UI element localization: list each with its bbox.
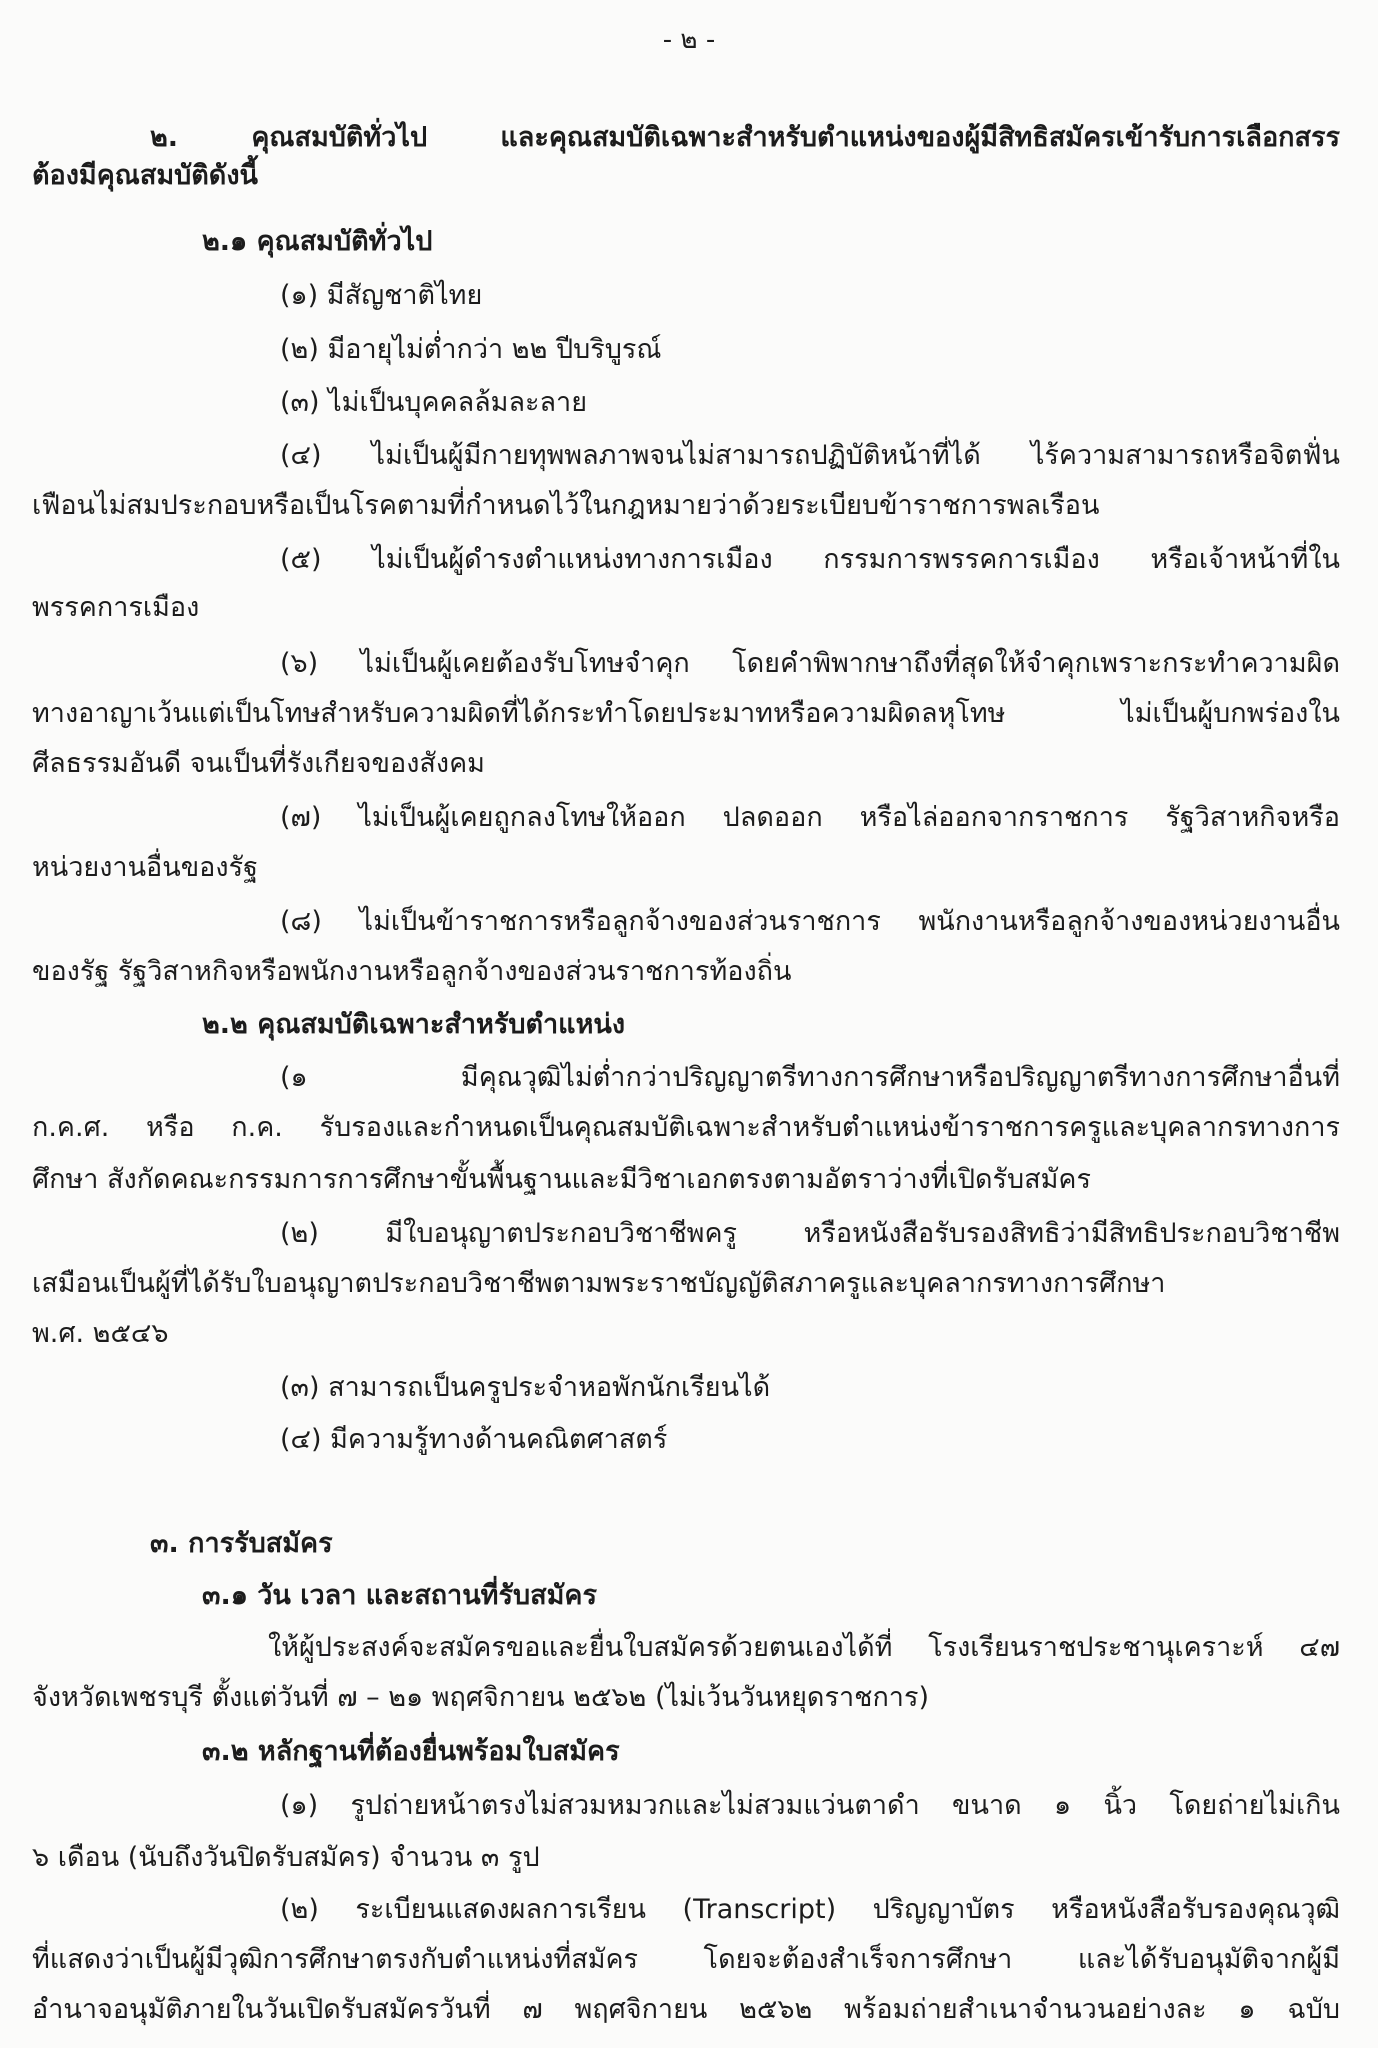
document-item-2-line-3: อำนาจอนุมัติภายในวันเปิดรับสมัครวันที่ ๗ พฤศจิกายน ๒๕๖๒ พร้อมถ่ายสำเนาจำนวนอย่างละ ๑ ฉบับ: [32, 1994, 1340, 2025]
subsection-2-2-title: ๒.๒ คุณสมบัติเฉพาะสำหรับตำแหน่ง: [202, 1009, 626, 1040]
subsection-2-1-title: ๒.๑ คุณสมบัติทั่วไป: [202, 226, 433, 257]
qualification-item-2: (๒) มีอายุไม่ต่ำกว่า ๒๒ ปีบริบูรณ์: [280, 334, 662, 365]
specific-item-4: (๔) มีความรู้ทางด้านคณิตศาสตร์: [280, 1424, 668, 1455]
specific-item-1-line-2: ก.ค.ศ. หรือ ก.ค. รับรองและกำหนดเป็นคุณสมบัติเฉพาะสำหรับตำแหน่งข้าราชการครูและบุคลากรทางการ: [32, 1112, 1340, 1143]
document-item-2-line-2: ที่แสดงว่าเป็นผู้มีวุฒิการศึกษาตรงกับตำแหน่งที่สมัคร โดยจะต้องสำเร็จการศึกษา และได้รับอนุมัติจากผู้มี: [32, 1944, 1340, 1975]
application-place-line-1: ให้ผู้ประสงค์จะสมัครขอและยื่นใบสมัครด้วยตนเองได้ที่ โรงเรียนราชประชานุเคราะห์ ๔๗: [268, 1632, 1340, 1663]
qualification-item-3: (๓) ไม่เป็นบุคคลล้มละลาย: [280, 387, 588, 418]
qualification-item-5-line-1: (๕) ไม่เป็นผู้ดำรงตำแหน่งทางการเมือง กรรมการพรรคการเมือง หรือเจ้าหน้าที่ใน: [280, 544, 1340, 575]
specific-item-1-line-3: ศึกษา สังกัดคณะกรรมการการศึกษาขั้นพื้นฐานและมีวิชาเอกตรงตามอัตราว่างที่เปิดรับสมัคร: [32, 1164, 1091, 1195]
qualification-item-6-line-2: ทางอาญาเว้นแต่เป็นโทษสำหรับความผิดที่ได้กระทำโดยประมาทหรือความผิดลหุโทษ ไม่เป็นผู้บกพร่องใน: [32, 698, 1340, 729]
qualification-item-6-line-3: ศีลธรรมอันดี จนเป็นที่รังเกียจของสังคม: [32, 748, 485, 779]
section-2-heading-line-2: ต้องมีคุณสมบัติดังนี้: [32, 160, 258, 191]
subsection-3-2-title: ๓.๒ หลักฐานที่ต้องยื่นพร้อมใบสมัคร: [202, 1736, 620, 1767]
specific-item-2-line-3: พ.ศ. ๒๕๔๖: [32, 1318, 169, 1349]
document-item-1-line-1: (๑) รูปถ่ายหน้าตรงไม่สวมหมวกและไม่สวมแว่นตาดำ ขนาด ๑ นิ้ว โดยถ่ายไม่เกิน: [280, 1790, 1340, 1821]
qualification-item-7-line-1: (๗) ไม่เป็นผู้เคยถูกลงโทษให้ออก ปลดออก หรือไล่ออกจากราชการ รัฐวิสาหกิจหรือ: [280, 802, 1340, 833]
specific-item-2-line-1: (๒) มีใบอนุญาตประกอบวิชาชีพครู หรือหนังสือรับรองสิทธิว่ามีสิทธิประกอบวิชาชีพ: [280, 1218, 1340, 1249]
subsection-3-1-title: ๓.๑ วัน เวลา และสถานที่รับสมัคร: [202, 1580, 597, 1611]
qualification-item-5-line-2: พรรคการเมือง: [32, 592, 200, 623]
qualification-item-4-line-2: เฟือนไม่สมประกอบหรือเป็นโรคตามที่กำหนดไว้ในกฎหมายว่าด้วยระเบียบข้าราชการพลเรือน: [32, 490, 1100, 521]
specific-item-3: (๓) สามารถเป็นครูประจำหอพักนักเรียนได้: [280, 1372, 771, 1403]
specific-item-2-line-2: เสมือนเป็นผู้ที่ได้รับใบอนุญาตประกอบวิชาชีพตามพระราชบัญญัติสภาครูและบุคลากรทางการศึกษา: [32, 1268, 1166, 1299]
page-number: - ๒ -: [662, 25, 716, 55]
qualification-item-8-line-1: (๘) ไม่เป็นข้าราชการหรือลูกจ้างของส่วนราชการ พนักงานหรือลูกจ้างของหน่วยงานอื่น: [280, 906, 1340, 937]
qualification-item-8-line-2: ของรัฐ รัฐวิสาหกิจหรือพนักงานหรือลูกจ้างของส่วนราชการท้องถิ่น: [32, 956, 792, 987]
document-item-2-line-1: (๒) ระเบียนแสดงผลการเรียน (Transcript) ปริญญาบัตร หรือหนังสือรับรองคุณวุฒิ: [280, 1894, 1340, 1925]
section-3-heading: ๓. การรับสมัคร: [150, 1528, 333, 1559]
qualification-item-7-line-2: หน่วยงานอื่นของรัฐ: [32, 852, 258, 883]
application-place-line-2: จังหวัดเพชรบุรี ตั้งแต่วันที่ ๗ – ๒๑ พฤศจิกายน ๒๕๖๒ (ไม่เว้นวันหยุดราชการ): [32, 1682, 929, 1713]
qualification-item-6-line-1: (๖) ไม่เป็นผู้เคยต้องรับโทษจำคุก โดยคำพิพากษาถึงที่สุดให้จำคุกเพราะกระทำความผิด: [280, 648, 1340, 679]
qualification-item-4-line-1: (๔) ไม่เป็นผู้มีกายทุพพลภาพจนไม่สามารถปฏิบัติหน้าที่ได้ ไร้ความสามารถหรือจิตฟั่น: [280, 440, 1340, 471]
specific-item-1-line-1: (๑ มีคุณวุฒิไม่ต่ำกว่าปริญญาตรีทางการศึกษาหรือปริญญาตรีทางการศึกษาอื่นที่: [280, 1062, 1340, 1093]
section-2-heading-line-1: ๒. คุณสมบัติทั่วไป และคุณสมบัติเฉพาะสำหรับตำแหน่งของผู้มีสิทธิสมัครเข้ารับการเลือกสรร: [150, 122, 1340, 153]
document-item-1-line-2: ๖ เดือน (นับถึงวันปิดรับสมัคร) จำนวน ๓ รูป: [32, 1842, 540, 1873]
qualification-item-1: (๑) มีสัญชาติไทย: [280, 280, 483, 311]
